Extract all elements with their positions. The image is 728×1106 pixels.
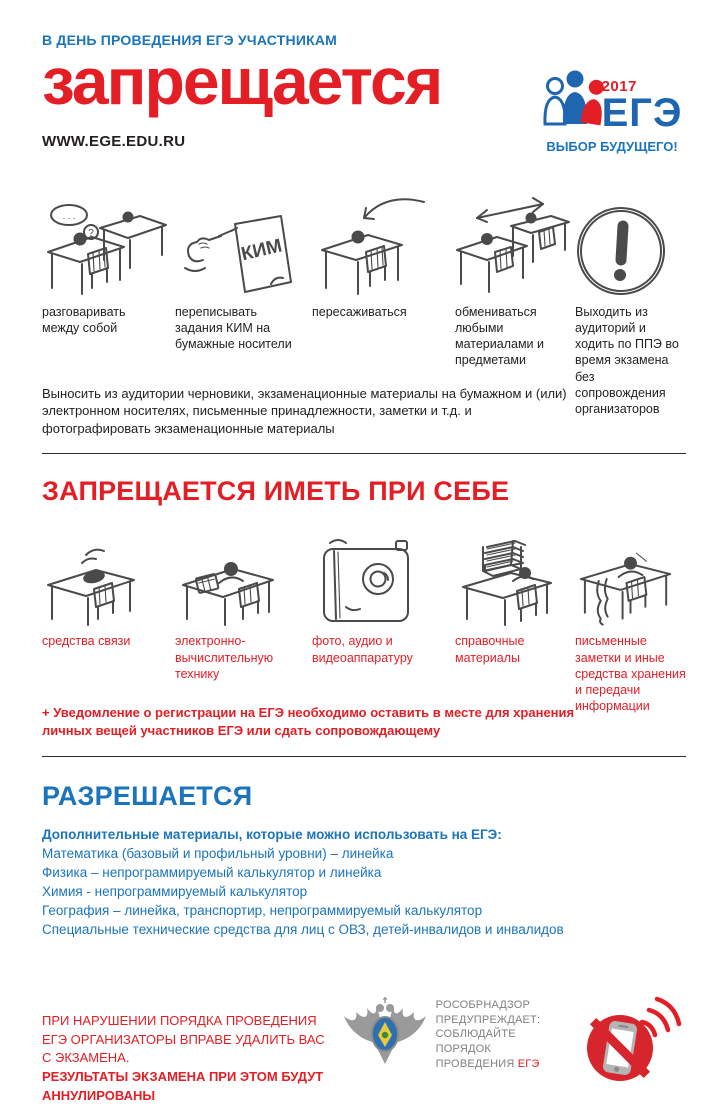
caption-exchanging: обмениваться любыми материалами и предметами — [455, 304, 544, 368]
forbidden-actions-icons-row — [42, 188, 686, 298]
allowed-item-math: Математика (базовый и профильный уровни) – линейка — [42, 846, 394, 862]
footer — [42, 994, 686, 1106]
allowed-item-geography: География – линейка, транспортир, непрограммируемый калькулятор — [42, 903, 483, 919]
allowed-item-physics: Физика – непрограммируемый калькулятор и линейка — [42, 865, 382, 881]
phone-on-desk-icon — [42, 531, 175, 627]
ege-people-logo-icon — [542, 68, 608, 131]
allowed-heading: РАЗРЕШАЕТСЯ — [42, 781, 253, 812]
forbidden-actions-note: Выносить из аудитории черновики, экзаменационные материалы на бумажном и (или) электронном носителях, письменные принадлежности, заметки и т.д. и фотографировать экзаменационные материалы — [42, 385, 567, 436]
rosobrnadzor-emblem-icon — [340, 994, 432, 1075]
books-stack-icon — [455, 531, 575, 627]
page-title: запрещается — [42, 44, 442, 118]
caption-copying-kim: переписывать задания КИМ на бумажные носители — [175, 304, 292, 352]
caption-changing-seats: пересаживаться — [312, 304, 407, 319]
annulment-warning-text: РЕЗУЛЬТАТЫ ЭКЗАМЕНА ПРИ ЭТОМ БУДУТ АННУЛИРОВАНЫ — [42, 1069, 324, 1104]
website-url: WWW.EGE.EDU.RU — [42, 132, 186, 150]
cheat-notes-icon — [575, 531, 686, 627]
no-phone-icon — [582, 994, 686, 1093]
agency-warning-text: РОСОБРНАДЗОР ПРЕДУПРЕЖДАЕТ: СОБЛЮДАЙТЕ ПОРЯДОК ПРОВЕДЕНИЯ — [435, 998, 541, 1071]
allowed-list — [42, 826, 686, 939]
forbidden-items-heading: ЗАПРЕЩАЕТСЯ ИМЕТЬ ПРИ СЕБЕ — [42, 476, 510, 507]
svg-text:. . .: . . . — [62, 210, 76, 221]
caption-talking: разговаривать между собой — [42, 304, 126, 335]
agency-warning-ege: ЕГЭ — [517, 1058, 540, 1071]
forbidden-actions-captions — [42, 298, 686, 438]
changing-seats-icon — [312, 188, 455, 298]
caption-reference-materials: справочные материалы — [455, 634, 525, 665]
computing-device-icon — [175, 531, 312, 627]
header-kicker: В ДЕНЬ ПРОВЕДЕНИЯ ЕГЭ УЧАСТНИКАМ — [42, 32, 337, 48]
caption-photo-audio-video: фото, аудио и видеоаппаратуру — [312, 634, 413, 665]
caption-written-notes: письменные заметки и иные средства хранения и передачи информации — [575, 634, 686, 714]
exclamation-mark-icon — [575, 188, 686, 298]
section-divider-2 — [42, 756, 686, 757]
caption-computing-devices: электронно-вычислительную технику — [175, 634, 274, 681]
logo-year: 2017 — [601, 78, 637, 95]
allowed-item-special-means: Специальные технические средства для лиц с ОВЗ, детей-инвалидов и инвалидов — [42, 921, 564, 937]
caption-communication-devices: средства связи — [42, 634, 131, 649]
forbidden-items-icons-row — [42, 531, 686, 627]
violation-warning — [42, 994, 334, 1106]
camera-icon — [312, 531, 455, 627]
registration-notice-note: + Уведомление о регистрации на ЕГЭ необходимо оставить в месте для хранения личных вещей участников ЕГЭ или сдать сопровождающему — [42, 705, 575, 739]
svg-text:КИМ: КИМ — [239, 235, 285, 265]
allowed-item-chemistry: Химия - непрограммируемый калькулятор — [42, 884, 308, 900]
hand-copying-kim-icon — [175, 188, 312, 298]
logo-slogan: ВЫБОР БУДУЩЕГО! — [546, 139, 678, 154]
logo-ege-text: ЕГЭ — [601, 91, 683, 135]
svg-text:?: ? — [88, 227, 94, 239]
allowed-intro: Дополнительные материалы, которые можно использовать на ЕГЭ: — [42, 827, 502, 843]
students-talking-icon — [42, 188, 175, 298]
violation-warning-text: ПРИ НАРУШЕНИИ ПОРЯДКА ПРОВЕДЕНИЯ ЕГЭ ОРГАНИЗАТОРЫ ВПРАВЕ УДАЛИТЬ ВАС С ЭКЗАМЕНА. — [42, 1012, 325, 1066]
exchanging-items-icon — [455, 188, 575, 298]
caption-leaving-room: Выходить из аудиторий и ходить по ППЭ во время экзамена без сопровождения организаторов — [575, 304, 679, 417]
ege-2017-logo — [532, 68, 692, 154]
section-divider-1 — [42, 453, 686, 454]
ege-prohibitions-poster — [0, 32, 728, 1104]
forbidden-items-captions — [42, 627, 686, 740]
agency-warning — [436, 994, 554, 1072]
